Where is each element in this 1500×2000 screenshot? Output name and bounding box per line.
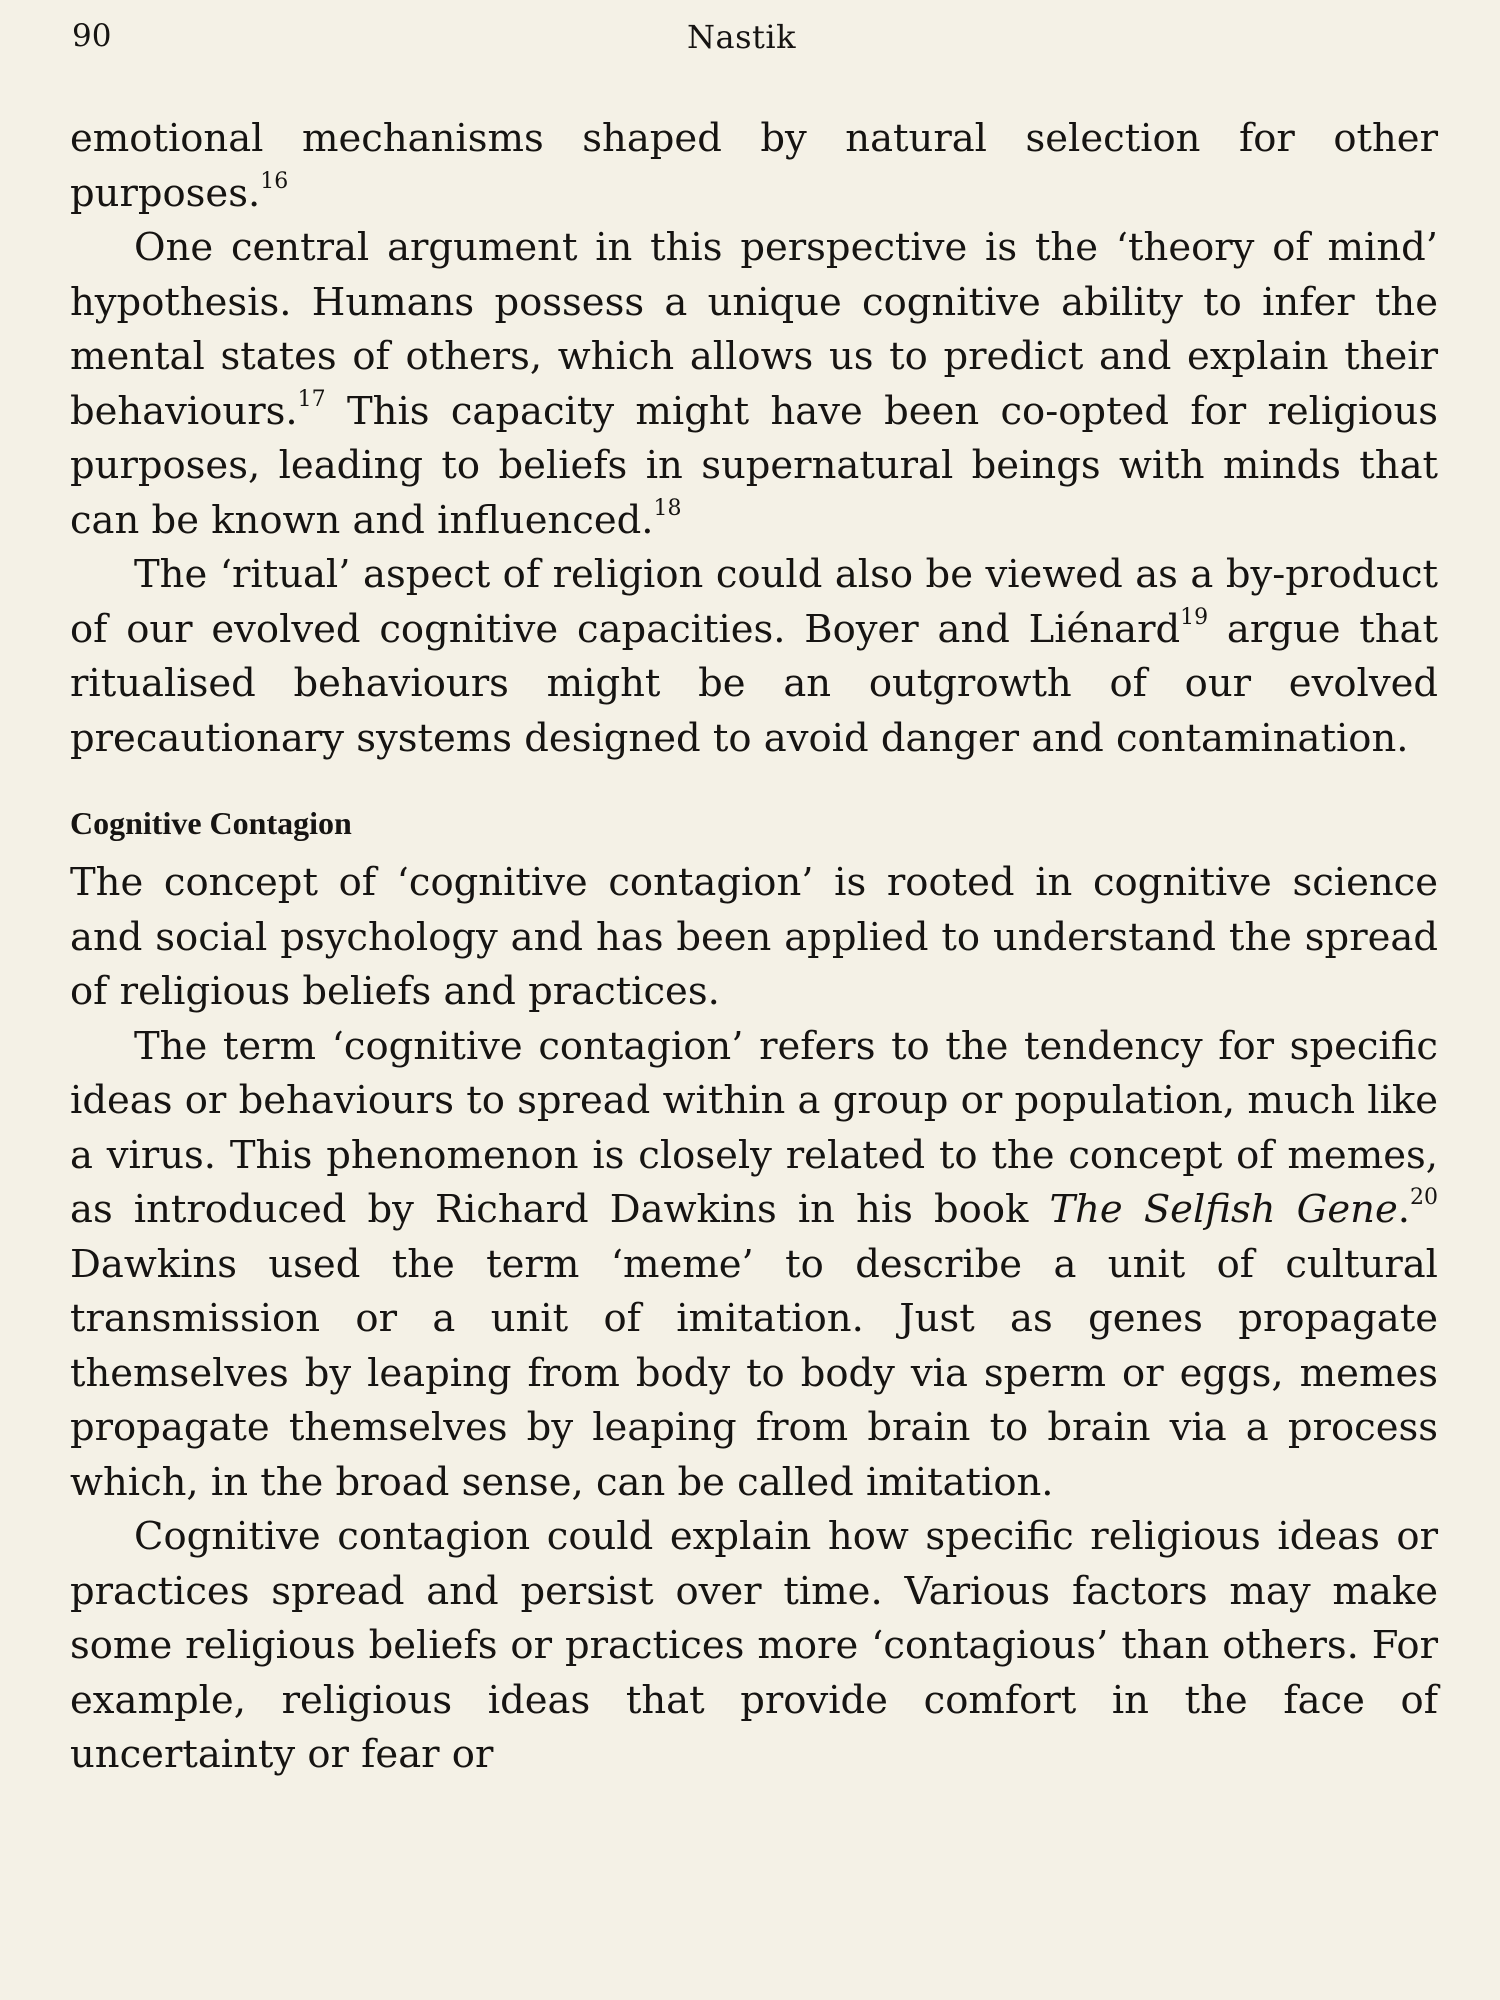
footnote-ref: 16 xyxy=(260,168,289,194)
paragraph-theory-of-mind xyxy=(70,221,1438,548)
paragraph-contagion-intro xyxy=(70,856,1438,1020)
text-run: The term ‘cognitive contagion’ refers to the tendency for specific ideas or behaviours to spread within a group or population, much like a virus. This phenomenon is closely related to the concept of memes, as introduced by Richard Dawkins in his book xyxy=(70,1023,1438,1232)
text-run: argue that ritualised behaviours might be an outgrowth of our evolved precautionary systems designed to avoid danger and contamination. xyxy=(70,606,1438,761)
section-heading: Cognitive Contagion xyxy=(70,805,352,841)
footnote-ref: 20 xyxy=(1410,1185,1438,1211)
text-run: One central argument in this perspective is the ‘theory of mind’ hypothesis. Humans possess a unique cognitive ability to infer the mental states of others, which allows us to predict and explain their behaviours. xyxy=(70,225,1438,434)
text-run: The ‘ritual’ aspect of religion could also be viewed as a by-product of our evolved cognitive capacities. Boyer and Liénard xyxy=(70,552,1438,652)
paragraph-contagion-religion xyxy=(70,1510,1438,1783)
book-title: The Selfish Gene xyxy=(1049,1187,1398,1232)
paragraph-ritual xyxy=(70,548,1438,766)
text-run: Dawkins used the term ‘meme’ to describe a unit of cultural transmission or a unit of imitation. Just as genes propagate themselves by leaping from body to body via sperm or eggs, memes propagate themselves by leaping from brain to brain via a process which, in the broad sense, can be called imitation. xyxy=(70,1241,1438,1505)
text-run: This capacity might have been co-opted for religious purposes, leading to beliefs in supernatural beings with minds that can be known and influenced. xyxy=(70,388,1438,543)
paragraph-continuation xyxy=(70,112,1438,221)
page-number: 90 xyxy=(72,18,112,54)
page-header xyxy=(72,18,1440,62)
footnote-ref: 18 xyxy=(653,495,682,521)
body-text xyxy=(70,112,1438,1783)
text-run: The concept of ‘cognitive contagion’ is rooted in cognitive science and social psychology and has been applied to understand the spread of religious beliefs and practices. xyxy=(70,860,1438,1014)
paragraph-contagion-memes xyxy=(70,1020,1438,1511)
footnote-ref: 17 xyxy=(297,386,326,412)
text-run: . xyxy=(1397,1187,1410,1232)
footnote-ref: 19 xyxy=(1180,604,1209,630)
text-run: Cognitive contagion could explain how specific religious ideas or practices spread and persist over time. Various factors may make some religious beliefs or practices more ‘contagious’ than others. For example, religious ideas that provide comfort in the face of uncertainty or fear or xyxy=(70,1514,1438,1777)
running-head: Nastik xyxy=(687,18,796,56)
text-run: emotional mechanisms shaped by natural selection for other purposes. xyxy=(70,116,1438,216)
